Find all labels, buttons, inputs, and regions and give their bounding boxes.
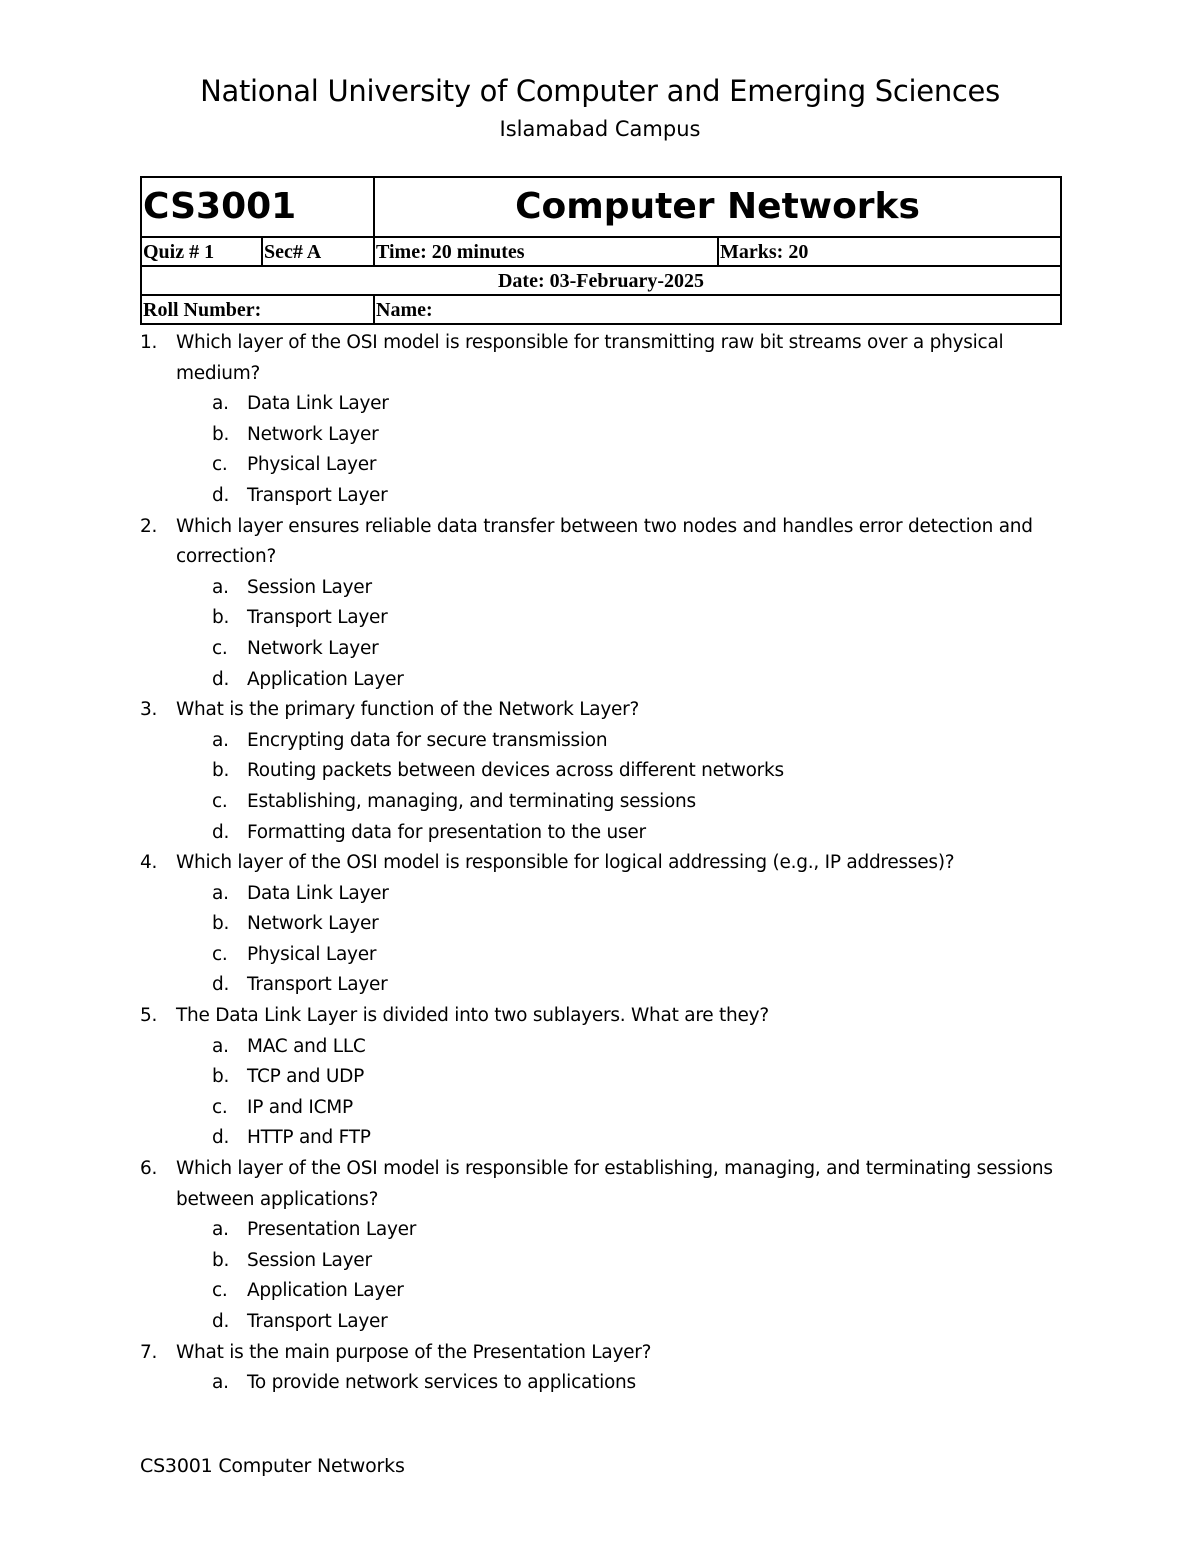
option-letter: d. — [212, 974, 230, 996]
option-letter: b. — [212, 607, 230, 629]
question-item — [140, 695, 1070, 848]
option-letter: a. — [212, 729, 229, 751]
answer-option — [212, 573, 1070, 604]
question-stem — [140, 1154, 1070, 1215]
university-title: National University of Computer and Emerging Sciences — [200, 74, 1000, 108]
option-text: IP and ICMP — [247, 1096, 353, 1118]
option-text: Data Link Layer — [247, 882, 389, 904]
option-text: TCP and UDP — [247, 1066, 365, 1088]
answer-option — [212, 450, 1070, 481]
question-list — [140, 328, 1070, 1399]
page-footer: CS3001 Computer Networks — [140, 1455, 405, 1477]
option-letter: a. — [212, 393, 229, 415]
question-item — [140, 1338, 1070, 1399]
option-text: Application Layer — [247, 668, 404, 690]
answer-option — [212, 1123, 1070, 1154]
option-text: Physical Layer — [247, 454, 377, 476]
option-text: Session Layer — [247, 1249, 372, 1271]
option-list — [212, 879, 1070, 1001]
option-list — [212, 1368, 1070, 1399]
option-text: Network Layer — [247, 637, 379, 659]
option-letter: b. — [212, 760, 230, 782]
option-list — [212, 726, 1070, 848]
time-allowed: Time: 20 minutes — [374, 237, 718, 266]
option-text: Network Layer — [247, 913, 379, 935]
answer-option — [212, 1093, 1070, 1124]
answer-option — [212, 1368, 1070, 1399]
course-code: CS3001 — [141, 177, 374, 237]
option-letter: c. — [212, 454, 228, 476]
answer-option — [212, 909, 1070, 940]
option-letter: c. — [212, 790, 228, 812]
option-letter: a. — [212, 1219, 229, 1241]
answer-option — [212, 970, 1070, 1001]
option-text: Application Layer — [247, 1280, 404, 1302]
question-item — [140, 512, 1070, 696]
course-name: Computer Networks — [374, 177, 1061, 237]
answer-option — [212, 787, 1070, 818]
answer-option — [212, 726, 1070, 757]
option-letter: c. — [212, 1280, 228, 1302]
answer-option — [212, 1246, 1070, 1277]
question-stem — [140, 1001, 1070, 1032]
option-letter: c. — [212, 637, 228, 659]
question-number: 2. — [140, 515, 158, 537]
option-text: Physical Layer — [247, 943, 377, 965]
question-stem — [140, 695, 1070, 726]
answer-option — [212, 665, 1070, 696]
option-text: Data Link Layer — [247, 393, 389, 415]
answer-option — [212, 1276, 1070, 1307]
option-letter: d. — [212, 1127, 230, 1149]
question-number: 6. — [140, 1158, 158, 1180]
option-list — [212, 1032, 1070, 1154]
option-text: Transport Layer — [247, 607, 388, 629]
question-number: 5. — [140, 1005, 158, 1027]
campus-name: Islamabad Campus — [499, 117, 701, 141]
option-letter: a. — [212, 576, 229, 598]
option-letter: d. — [212, 821, 230, 843]
answer-option — [212, 818, 1070, 849]
section: Sec# A — [262, 237, 374, 266]
answer-option — [212, 1215, 1070, 1246]
option-text: Transport Layer — [247, 974, 388, 996]
quiz-number: Quiz # 1 — [141, 237, 262, 266]
question-text: What is the primary function of the Network Layer? — [176, 699, 640, 721]
answer-option — [212, 1062, 1070, 1093]
option-letter: b. — [212, 913, 230, 935]
option-text: Presentation Layer — [247, 1219, 417, 1241]
option-text: HTTP and FTP — [247, 1127, 371, 1149]
question-item — [140, 1001, 1070, 1154]
quiz-info-table — [140, 176, 1062, 325]
option-text: Establishing, managing, and terminating sessions — [247, 790, 696, 812]
option-list — [212, 573, 1070, 695]
option-letter: b. — [212, 423, 230, 445]
question-item — [140, 328, 1070, 512]
question-item — [140, 1154, 1070, 1338]
question-text: Which layer of the OSI model is responsible for establishing, managing, and terminating sessions between applications? — [176, 1158, 1053, 1210]
answer-option — [212, 1032, 1070, 1063]
question-text: Which layer ensures reliable data transfer between two nodes and handles error detection and correction? — [176, 515, 1033, 568]
total-marks: Marks: 20 — [718, 237, 1061, 266]
quiz-date: Date: 03-February-2025 — [141, 266, 1061, 295]
name-field: Name: — [374, 295, 1061, 324]
question-text: The Data Link Layer is divided into two sublayers. What are they? — [176, 1005, 769, 1027]
option-letter: d. — [212, 668, 230, 690]
option-letter: a. — [212, 1035, 229, 1057]
option-letter: c. — [212, 1096, 228, 1118]
question-stem — [140, 328, 1070, 389]
option-text: Transport Layer — [247, 484, 388, 506]
question-item — [140, 848, 1070, 1001]
question-stem — [140, 512, 1070, 573]
answer-option — [212, 420, 1070, 451]
question-text: Which layer of the OSI model is responsible for transmitting raw bit streams over a physical medium? — [176, 332, 1004, 384]
answer-option — [212, 940, 1070, 971]
answer-option — [212, 634, 1070, 665]
answer-option — [212, 1307, 1070, 1338]
question-text: What is the main purpose of the Presentation Layer? — [176, 1341, 652, 1363]
option-letter: d. — [212, 1311, 230, 1332]
answer-option — [212, 879, 1070, 910]
question-number: 3. — [140, 699, 158, 721]
answer-option — [212, 389, 1070, 420]
question-stem — [140, 848, 1070, 879]
option-text: Network Layer — [247, 423, 379, 445]
roll-number-field: Roll Number: — [141, 295, 374, 324]
option-letter: b. — [212, 1066, 230, 1088]
question-text: Which layer of the OSI model is responsible for logical addressing (e.g., IP addresses)? — [176, 852, 955, 874]
option-text: Session Layer — [247, 576, 372, 598]
answer-option — [212, 756, 1070, 787]
option-text: Routing packets between devices across different networks — [247, 760, 784, 782]
question-number: 7. — [140, 1341, 158, 1363]
option-text: Formatting data for presentation to the user — [247, 821, 646, 843]
option-letter: c. — [212, 943, 228, 965]
option-letter: d. — [212, 484, 230, 506]
question-stem — [140, 1338, 1070, 1369]
answer-option — [212, 481, 1070, 512]
question-number: 4. — [140, 852, 158, 874]
option-letter: a. — [212, 1372, 229, 1394]
question-number: 1. — [140, 332, 158, 353]
answer-option — [212, 603, 1070, 634]
option-text: Encrypting data for secure transmission — [247, 729, 608, 751]
option-text: Transport Layer — [247, 1311, 388, 1332]
option-list — [212, 1215, 1070, 1337]
option-list — [212, 389, 1070, 511]
option-letter: b. — [212, 1249, 230, 1271]
option-text: To provide network services to applications — [247, 1372, 636, 1394]
option-letter: a. — [212, 882, 229, 904]
option-text: MAC and LLC — [247, 1035, 366, 1057]
